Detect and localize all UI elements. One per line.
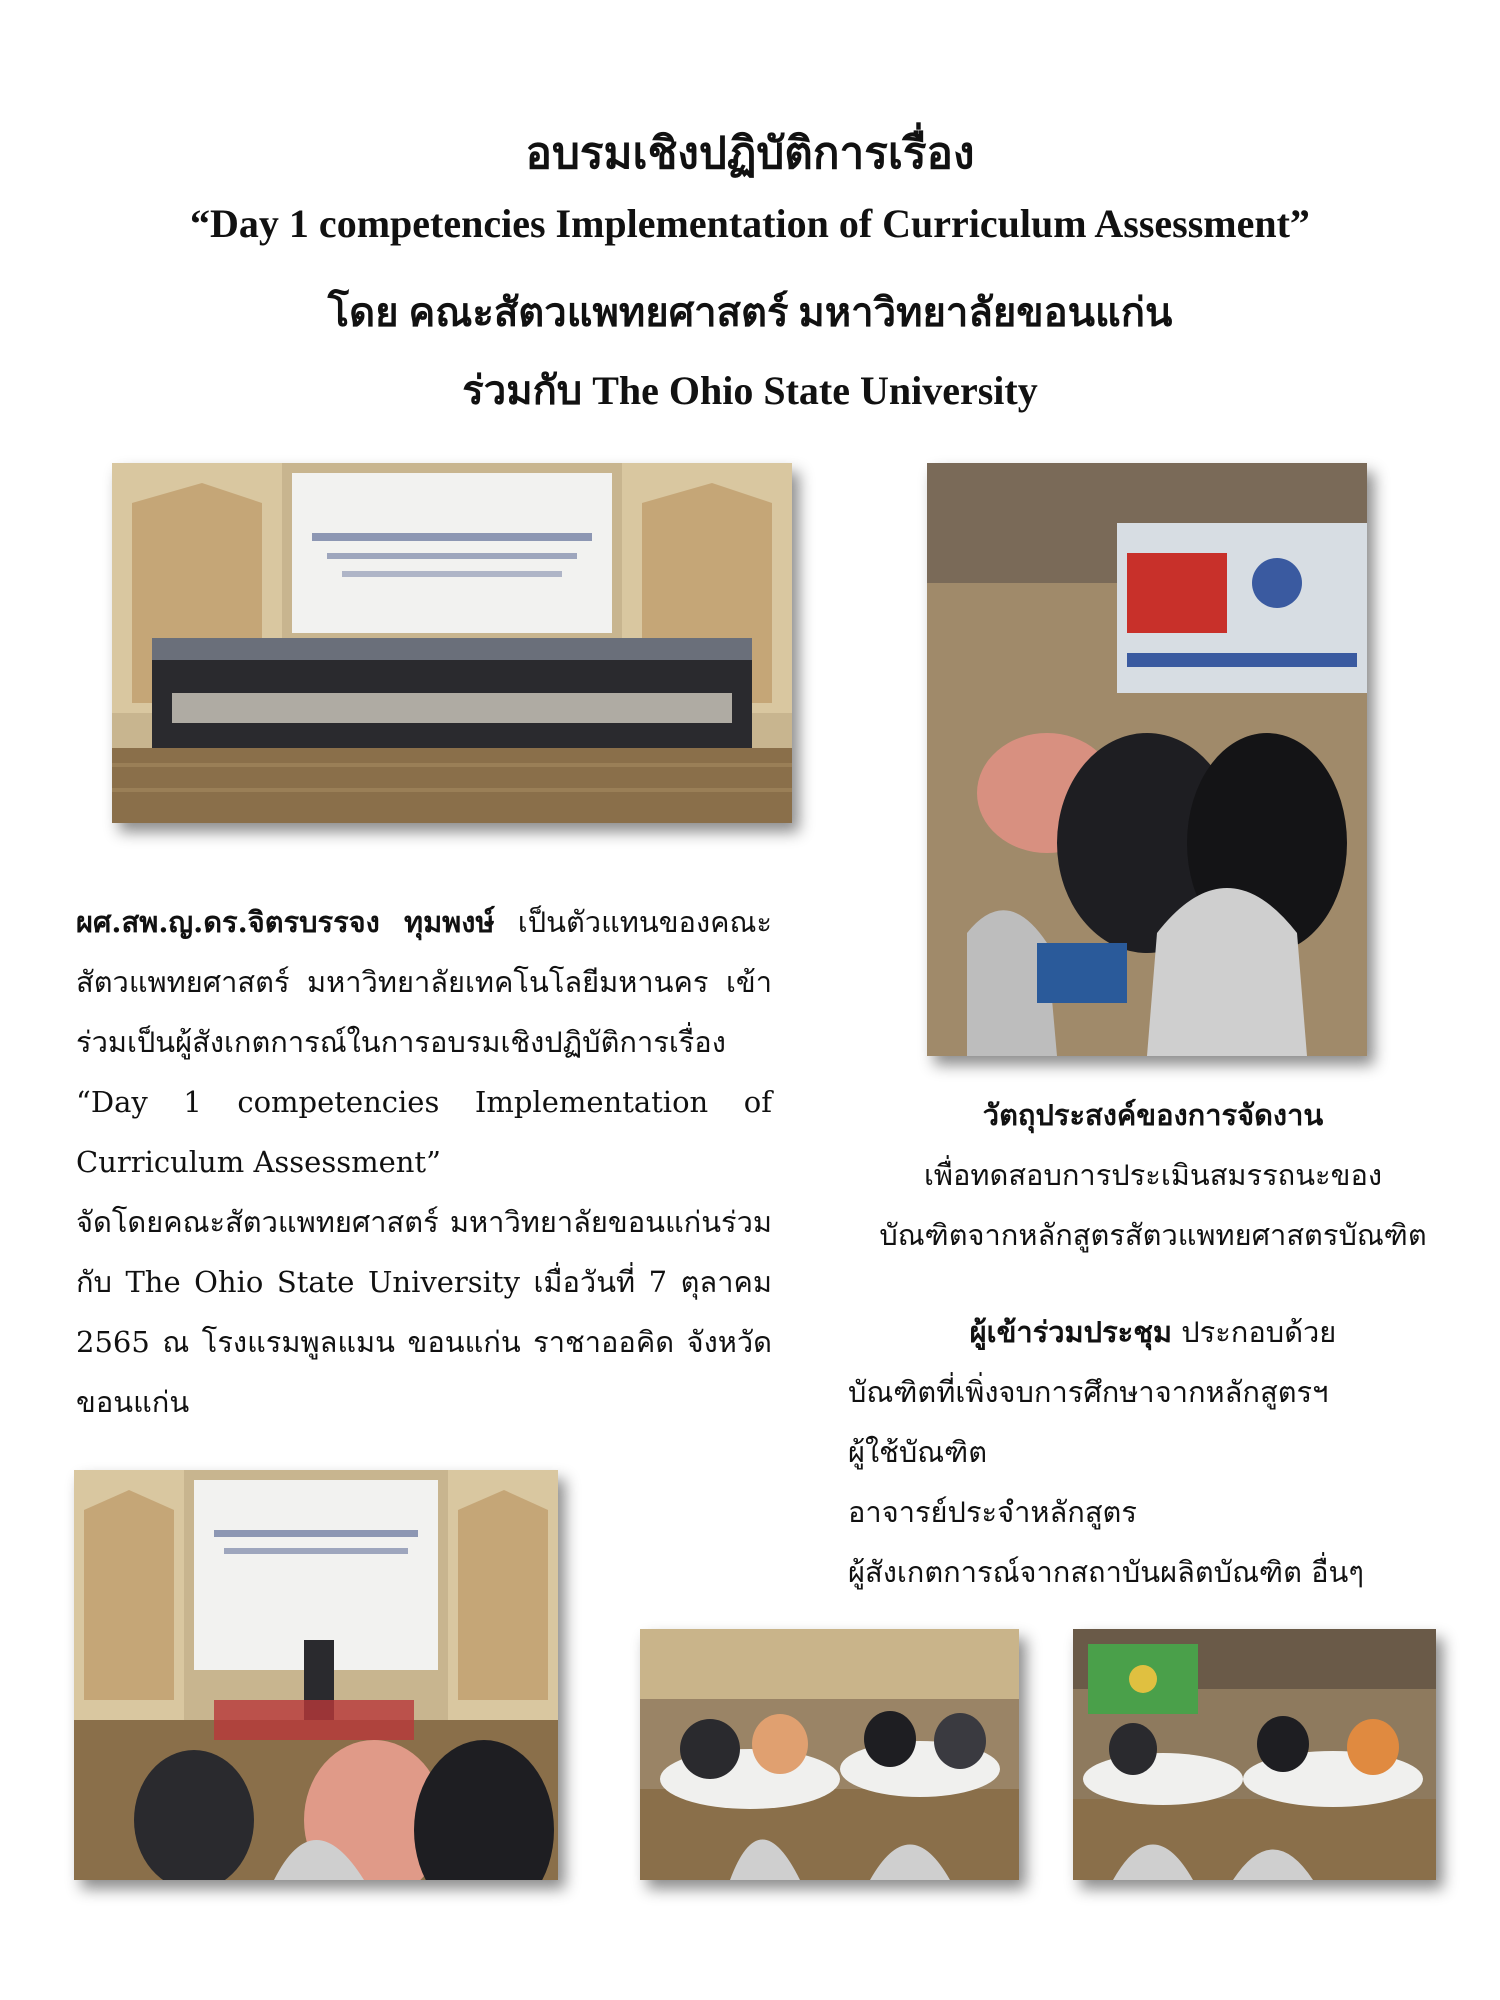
objective-heading: วัตถุประสงค์ของการจัดงาน	[982, 1098, 1324, 1132]
meeting-room-photo	[927, 463, 1367, 1056]
objective-section	[848, 1085, 1458, 1265]
title-line-3: โดย คณะสัตวแพทยศาสตร์ มหาวิทยาลัยขอนแก่น	[327, 290, 1173, 335]
objective-line-2: บัณฑิตจากหลักสูตรสัตวแพทยศาสตรบัณฑิต	[879, 1218, 1427, 1252]
participants-heading	[848, 1302, 1458, 1362]
body-paragraph-2: จัดโดยคณะสัตวแพทยศาสตร์ มหาวิทยาลัยขอนแก่นร่วมกับ The Ohio State University เมื่อวันที่ 7 ตุลาคม 2565 ณ โรงแรมพูลแมน ขอนแก่น ราชาออคิด จังหวัดขอนแก่น	[76, 1205, 772, 1419]
body-paragraph-1: เป็นตัวแทนของคณะสัตวแพทยศาสตร์ มหาวิทยาลัยเทคโนโลยีมหานคร เข้าร่วมเป็นผู้สังเกตการณ์ในการอบรมเชิงปฏิบัติการเรื่อง “Day 1 competencies Implementation of Curriculum Assessment”	[76, 905, 772, 1179]
title-line-1: อบรมเชิงปฏิบัติการเรื่อง	[525, 129, 975, 178]
objective-line-1: เพื่อทดสอบการประเมินสมรรถนะของ	[923, 1158, 1383, 1192]
speaker-photo	[74, 1470, 558, 1880]
participants-list	[848, 1362, 1458, 1602]
list-item: ผู้สังเกตการณ์จากสถาบันผลิตบัณฑิต อื่นๆ	[848, 1555, 1364, 1589]
group-photo	[112, 463, 792, 823]
participants-section	[848, 1302, 1458, 1602]
person-name: ผศ.สพ.ญ.ดร.จิตรบรรจง ทุมพงษ์	[76, 905, 495, 939]
body-paragraph	[76, 892, 772, 1432]
participants-heading-suffix: ประกอบด้วย	[1172, 1315, 1337, 1349]
workshop-session-photo	[1073, 1629, 1436, 1880]
round-tables-photo	[640, 1629, 1019, 1880]
participants-heading-label: ผู้เข้าร่วมประชุม	[969, 1315, 1173, 1349]
list-item: อาจารย์ประจำหลักสูตร	[848, 1495, 1137, 1529]
list-item: บัณฑิตที่เพิ่งจบการศึกษาจากหลักสูตรฯ	[848, 1375, 1329, 1409]
list-item: ผู้ใช้บัณฑิต	[848, 1435, 988, 1469]
title-line-2: “Day 1 competencies Implementation of Curriculum Assessment”	[190, 201, 1310, 246]
title-line-4: ร่วมกับ The Ohio State University	[462, 368, 1038, 413]
